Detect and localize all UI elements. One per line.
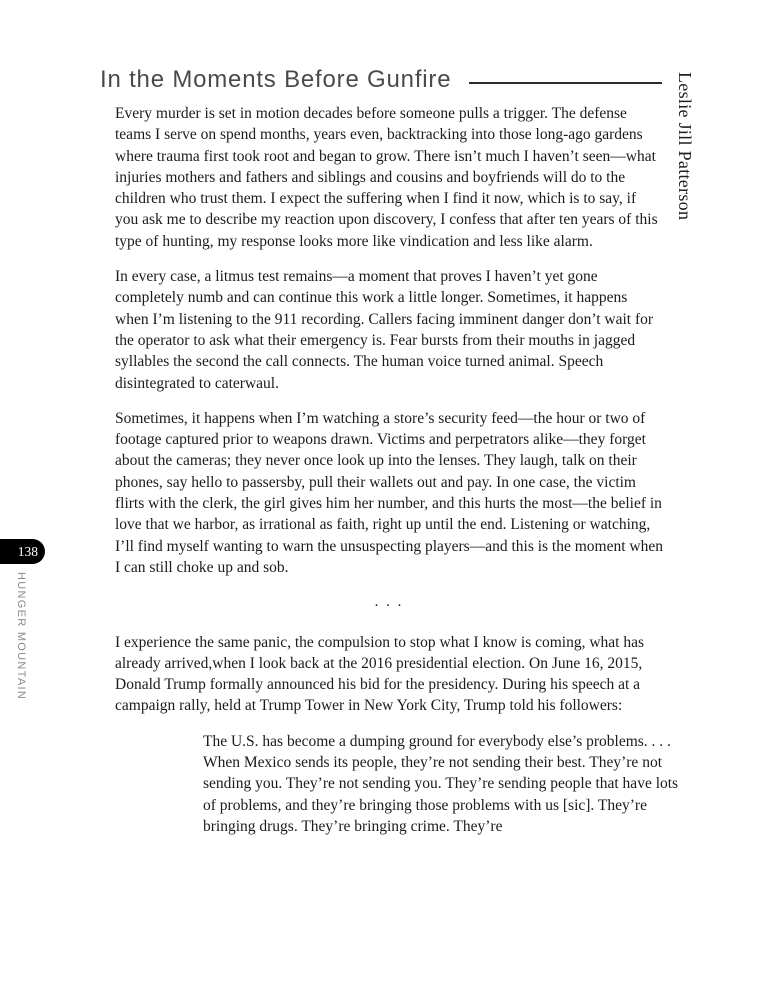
page-number-tab	[0, 539, 45, 564]
section-break-ellipsis: . . .	[374, 594, 404, 611]
essay-title: In the Moments Before Gunfire	[100, 66, 452, 93]
author-name-vertical: Leslie Jill Patterson	[675, 72, 695, 221]
essay-paragraph-2: In every case, a litmus test remains—a moment that proves I haven’t yet gone completely numb and can continue this work a little longer. Sometimes, it happens when I’m listening to the 911 recording. Callers facing imminent danger don’t wait for the operator to ask what their emergency is. Fear bursts from their mouths in jagged syllables the second the call connects. The human voice turned animal. Speech disintegrated to caterwaul.	[115, 268, 654, 392]
block-quote: The U.S. has become a dumping ground for everybody else’s problems. . . . When Mexico sends its people, they’re not sending their best. They’re not sending you. They’re not sending you. They’re sending people that have lots of problems, and they’re bringing those problems with us [sic]. They’re bringing drugs. They’re bringing crime. They’re	[203, 732, 679, 835]
journal-name-vertical: HUNGER MOUNTAIN	[15, 572, 27, 701]
essay-paragraph-1: Every murder is set in motion decades before someone pulls a trigger. The defense teams I serve on spend months, years even, backtracking into those long-ago gardens where trauma first took root and began to grow. There isn’t much I haven’t seen—what injuries mothers and fathers and siblings and cousins and boyfriends will do to the children who trust them. I expect the suffering when I find it now, which is to say, if you ask me to describe my reaction upon discovery, I confess that after ten years of this type of hunting, my response looks more like vindication and less like alarm.	[115, 105, 658, 250]
title-row	[100, 66, 662, 94]
page-number: 138	[17, 543, 38, 559]
essay-body	[115, 103, 679, 837]
title-rule	[469, 82, 662, 84]
essay-paragraph-3: Sometimes, it happens when I’m watching a store’s security feed—the hour or two of footage captured prior to weapons drawn. Victims and perpetrators alike—they forget about the cameras; they never once look up into the lenses. They laugh, talk on their phones, say hello to passersby, pull their wallets out and pay. In one case, the victim flirts with the clerk, the girl gives him her number, and this hurts the most—the belief in love that we harbor, as irrational as faith, right up until the end. Listening or watching, I’ll find myself wanting to warn the unsuspecting players—and this is the moment when I can still choke up and sob.	[115, 409, 663, 576]
essay-paragraph-4: I experience the same panic, the compulsion to stop what I know is coming, what has already arrived,when I look back at the 2016 presidential election. On June 16, 2015, Donald Trump formally announced his bid for the presidency. During his speech at a campaign rally, held at Trump Tower in New York City, Trump told his followers:	[115, 633, 645, 715]
